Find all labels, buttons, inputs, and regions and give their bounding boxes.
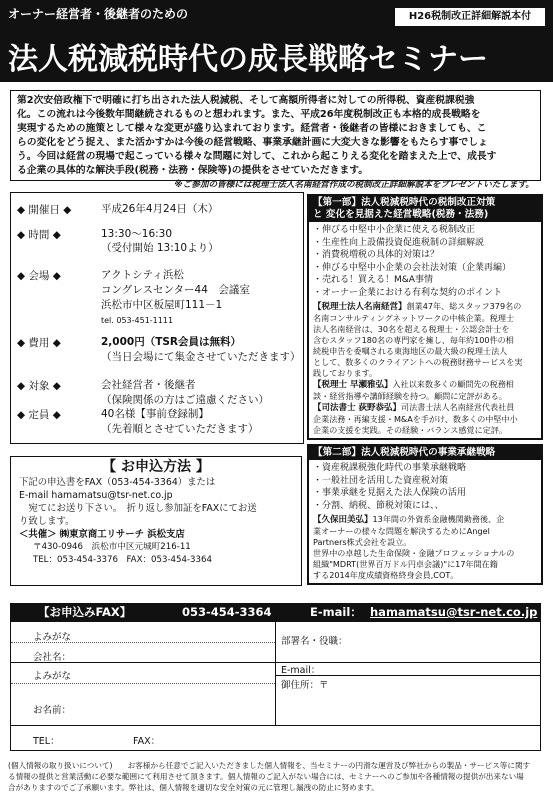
speaker-text: Partners株式会社を設立。	[313, 537, 412, 547]
footer-line: 合がありますのでご了承願います。弊社は、個人情報を適切な安全対策の元に管理し漏洩の防止に努めます。	[8, 783, 379, 792]
header-subtitle: オーナー経営者・後継者のための	[8, 7, 189, 21]
fax-bar-label: 【お申込みFAX】	[38, 605, 132, 619]
email-field[interactable]: E-mail：	[281, 665, 321, 676]
venue-address: 浜松市中区板屋町111－1	[101, 299, 223, 311]
list-item: ・生産性向上設備投資促進税制の詳細解説	[313, 237, 485, 248]
footer-line: る情報の提供と営業活動に必要な範囲にて利用させて頂きます。個人情報のご記入がない場合には、セミナーへのご参加や各種情報の提供が出来ない場	[8, 772, 524, 781]
host-address: 〒430-0946 浜松市中区元城町216-11	[33, 542, 191, 552]
speaker-text: する2014年度成績資格終身会員,COT。	[313, 570, 459, 580]
target-label: ◆ 対象 ◆	[17, 380, 61, 392]
intro-box	[10, 90, 541, 190]
list-item: ・事業承継を見据えた法人保険の活用	[313, 488, 467, 498]
apply-text: り致します。	[19, 516, 75, 527]
host-tel: TEL：053-454-3376 FAX：053-454-3364	[33, 555, 212, 565]
list-item: ・一般社団を活用した資産税対策	[313, 475, 449, 486]
tel-field[interactable]: TEL：	[33, 736, 60, 747]
target-note: （保険関係の方はご遠慮ください）	[101, 394, 269, 406]
apply-method-box	[10, 456, 302, 586]
speaker-text: 含むスタッフ180名の専門家を擁し、毎年約100件の相	[313, 335, 514, 345]
intro-line: 実現するための施策として様々な変更が盛り込まれております。経営者・後継者の皆様におきましても、こ	[17, 123, 487, 134]
venue-name: アクトシティ浜松	[101, 269, 184, 281]
speaker-text: 業オーナーの様々な問題を解決するためにAngel	[313, 526, 490, 536]
speaker-text: 名南コンサルティングネットワークの中核企業。税理士	[313, 313, 515, 323]
company-field[interactable]: 会社名：	[33, 652, 72, 663]
speaker-name: 【司法書士 荻野恭弘】	[313, 403, 401, 413]
apply-email-link[interactable]: E-mail hamamatsu@tsr-net.co.jp	[19, 490, 173, 501]
time-label: ◆ 時間 ◆	[17, 229, 61, 241]
list-item: ・オーナー企業における有利な契約のポイント	[313, 287, 503, 298]
speaker-profile	[309, 514, 541, 583]
part1-heading-line: 【第一部】法人税減税時代の税制改正対策	[313, 197, 496, 208]
list-item: ・伸びる中堅中小企業の会社法対策（企業再編）	[313, 262, 512, 273]
part1-heading	[309, 196, 541, 222]
part2-heading: 【第二部】法人税減税時代の事業承継戦略	[309, 446, 541, 460]
intro-note: ※ご参加の皆様には税理士法人名南経営作成の税制改正詳細解説本をプレゼントいたします。	[174, 180, 534, 190]
speaker-text: 組織"MDRT(世界百万ドル円卓会議)"に17年間在籍	[313, 559, 498, 569]
speaker-text: 法人名南経営は、30名を超える税理士・公認会計士を	[313, 324, 510, 334]
list-item: ・資産税課税強化時代の事業承継戦略	[313, 463, 467, 473]
footer-line: (個人情報の取り扱いについて) お客様から任意でご記入いただきました個人情報を、当セミナーの円滑な運営及び弊社からの製品・サービス等に関す	[8, 761, 531, 770]
fax-application-form	[10, 621, 541, 751]
intro-line: らの変化をどう捉え、また活かすかは今後の経営戦略、事業承継計画に大変大きな影響をもたらす事でしょ	[17, 137, 488, 148]
venue-tel: tel. 053-451-1111	[101, 316, 174, 325]
name-field[interactable]: お名前：	[33, 705, 72, 716]
fax-form-bar	[10, 603, 541, 621]
speaker-text: 践しております。	[313, 368, 378, 378]
page-title: 法人税減税時代の成長戦略セミナー	[8, 42, 488, 77]
speaker-text: 続税申告を委嘱される東海地区の最大級の税理士法人	[313, 346, 508, 356]
event-info-box	[10, 192, 304, 444]
list-item: ・消費税増税の具体的対策は？	[313, 250, 440, 260]
furigana-field-1[interactable]: よみがな	[33, 632, 72, 643]
email-address[interactable]: hamamatsu@tsr-net.co.jp	[370, 605, 538, 619]
speaker-text: 談・経営指導や講師経験を持つ。顧問に定評がある。	[313, 391, 507, 401]
privacy-footer	[8, 760, 545, 793]
apply-text: 宛てにお送り下さい。 折り返し参加証をFAXにてお送	[19, 503, 257, 514]
fax-number: 053-454-3364	[182, 605, 272, 619]
intro-line: 第2次安倍政権下で明確に打ち出された法人税減税、そして高額所得者に対しての所得税、資産税課税強	[17, 95, 475, 106]
part1-list	[309, 222, 541, 301]
date-value: 平成26年4月24日（木）	[101, 203, 219, 215]
capacity-note: （先着順とさせていただきます）	[101, 423, 259, 435]
part2-list	[309, 460, 541, 514]
list-item: ・伸びる中堅中小企業に使える税制改正	[313, 225, 476, 235]
speaker-name: 【税理士法人名南経営】	[313, 302, 407, 312]
speaker-text: 世界中の卓越した生命保険・金融プロフェッショナルの	[313, 548, 515, 558]
speaker-text: 入社以来数多くの顧問先の税務相	[392, 379, 514, 389]
part1-heading-line: と 変化を見据えた経営戦略(税務・法務)	[313, 209, 489, 220]
target-value: 会社経営者・後継者	[101, 379, 196, 391]
fee-value: 2,000円（TSR会員は無料）	[101, 336, 242, 348]
email-label: E-mail：	[310, 605, 362, 619]
fee-label: ◆ 費用 ◆	[17, 337, 61, 349]
speaker-text: 創業47年、総スタッフ379名の	[406, 301, 522, 311]
fax-field[interactable]: FAX：	[133, 736, 161, 747]
header-banner	[0, 0, 553, 82]
speaker-name: 【久保田美弘】	[313, 515, 373, 525]
intro-line: 化。この流れは今後数年間継続されるものと想われます。また、平成26年度税制改正も本格的成長戦略を	[17, 109, 481, 120]
speaker-profile	[309, 379, 541, 402]
venue-label: ◆ 会場 ◆	[17, 270, 61, 282]
speaker-profile	[309, 301, 541, 379]
intro-line: う。今回は経営の現場で起こっている様々な問題に対して、これから起こりえる変化を踏まえた上で、成長す	[17, 151, 497, 162]
furigana-field-2[interactable]: よみがな	[33, 671, 72, 682]
apply-text: 下記の申込書をFAX（053-454-3364）または	[19, 477, 216, 488]
list-item: ・分割、納税、節税対策には、、	[313, 500, 444, 511]
speaker-text: 企業法務・再編支援・M&Aを手がけ、数多くの中堅中小	[313, 414, 518, 424]
intro-line: る企業の具体的な解決手段(税務・法務・保険等)の提供をさせていただきます。	[17, 165, 369, 176]
program-column	[307, 194, 543, 585]
capacity-label: ◆ 定員 ◆	[17, 409, 61, 421]
department-field[interactable]: 部署名・役職：	[281, 636, 348, 647]
venue-room: コングレスセンター44 会議室	[101, 284, 250, 296]
speaker-text: 13年間の外資系金融機関勤務後、企	[372, 514, 505, 524]
speaker-text: として、数多くのクライアントへの税務財務サービスを実	[313, 357, 523, 367]
header-badge: H26税制改正詳細解説本付	[395, 8, 545, 26]
time-value: 13:30～16:30	[101, 228, 173, 240]
speaker-text: 司法書士法人名南経営代表社員	[400, 402, 515, 412]
date-label: ◆ 開催日 ◆	[17, 204, 72, 216]
part1-box	[307, 194, 543, 440]
list-item: ・売れる！買える！M&A事情	[313, 275, 433, 285]
capacity-value: 40名様【事前登録制】	[101, 408, 209, 420]
reception-value: （受付開始 13:10より）	[101, 242, 219, 254]
speaker-profile	[309, 402, 541, 438]
host-label: ＜共催＞	[19, 529, 57, 540]
speaker-name: 【税理士 早瀬雅弘】	[313, 380, 393, 390]
apply-title: 【 お申込方法 】	[102, 459, 210, 475]
part2-box	[307, 444, 543, 585]
speaker-text: 企業の支援を実践。その経験・バランス感覚に定評。	[313, 425, 508, 435]
address-field[interactable]: 御住所：〒	[281, 680, 329, 691]
host-name: ㈱東京商工リサーチ 浜松支店	[59, 529, 185, 540]
fee-note: （当日会場にて集金させていただきます）	[101, 351, 301, 363]
